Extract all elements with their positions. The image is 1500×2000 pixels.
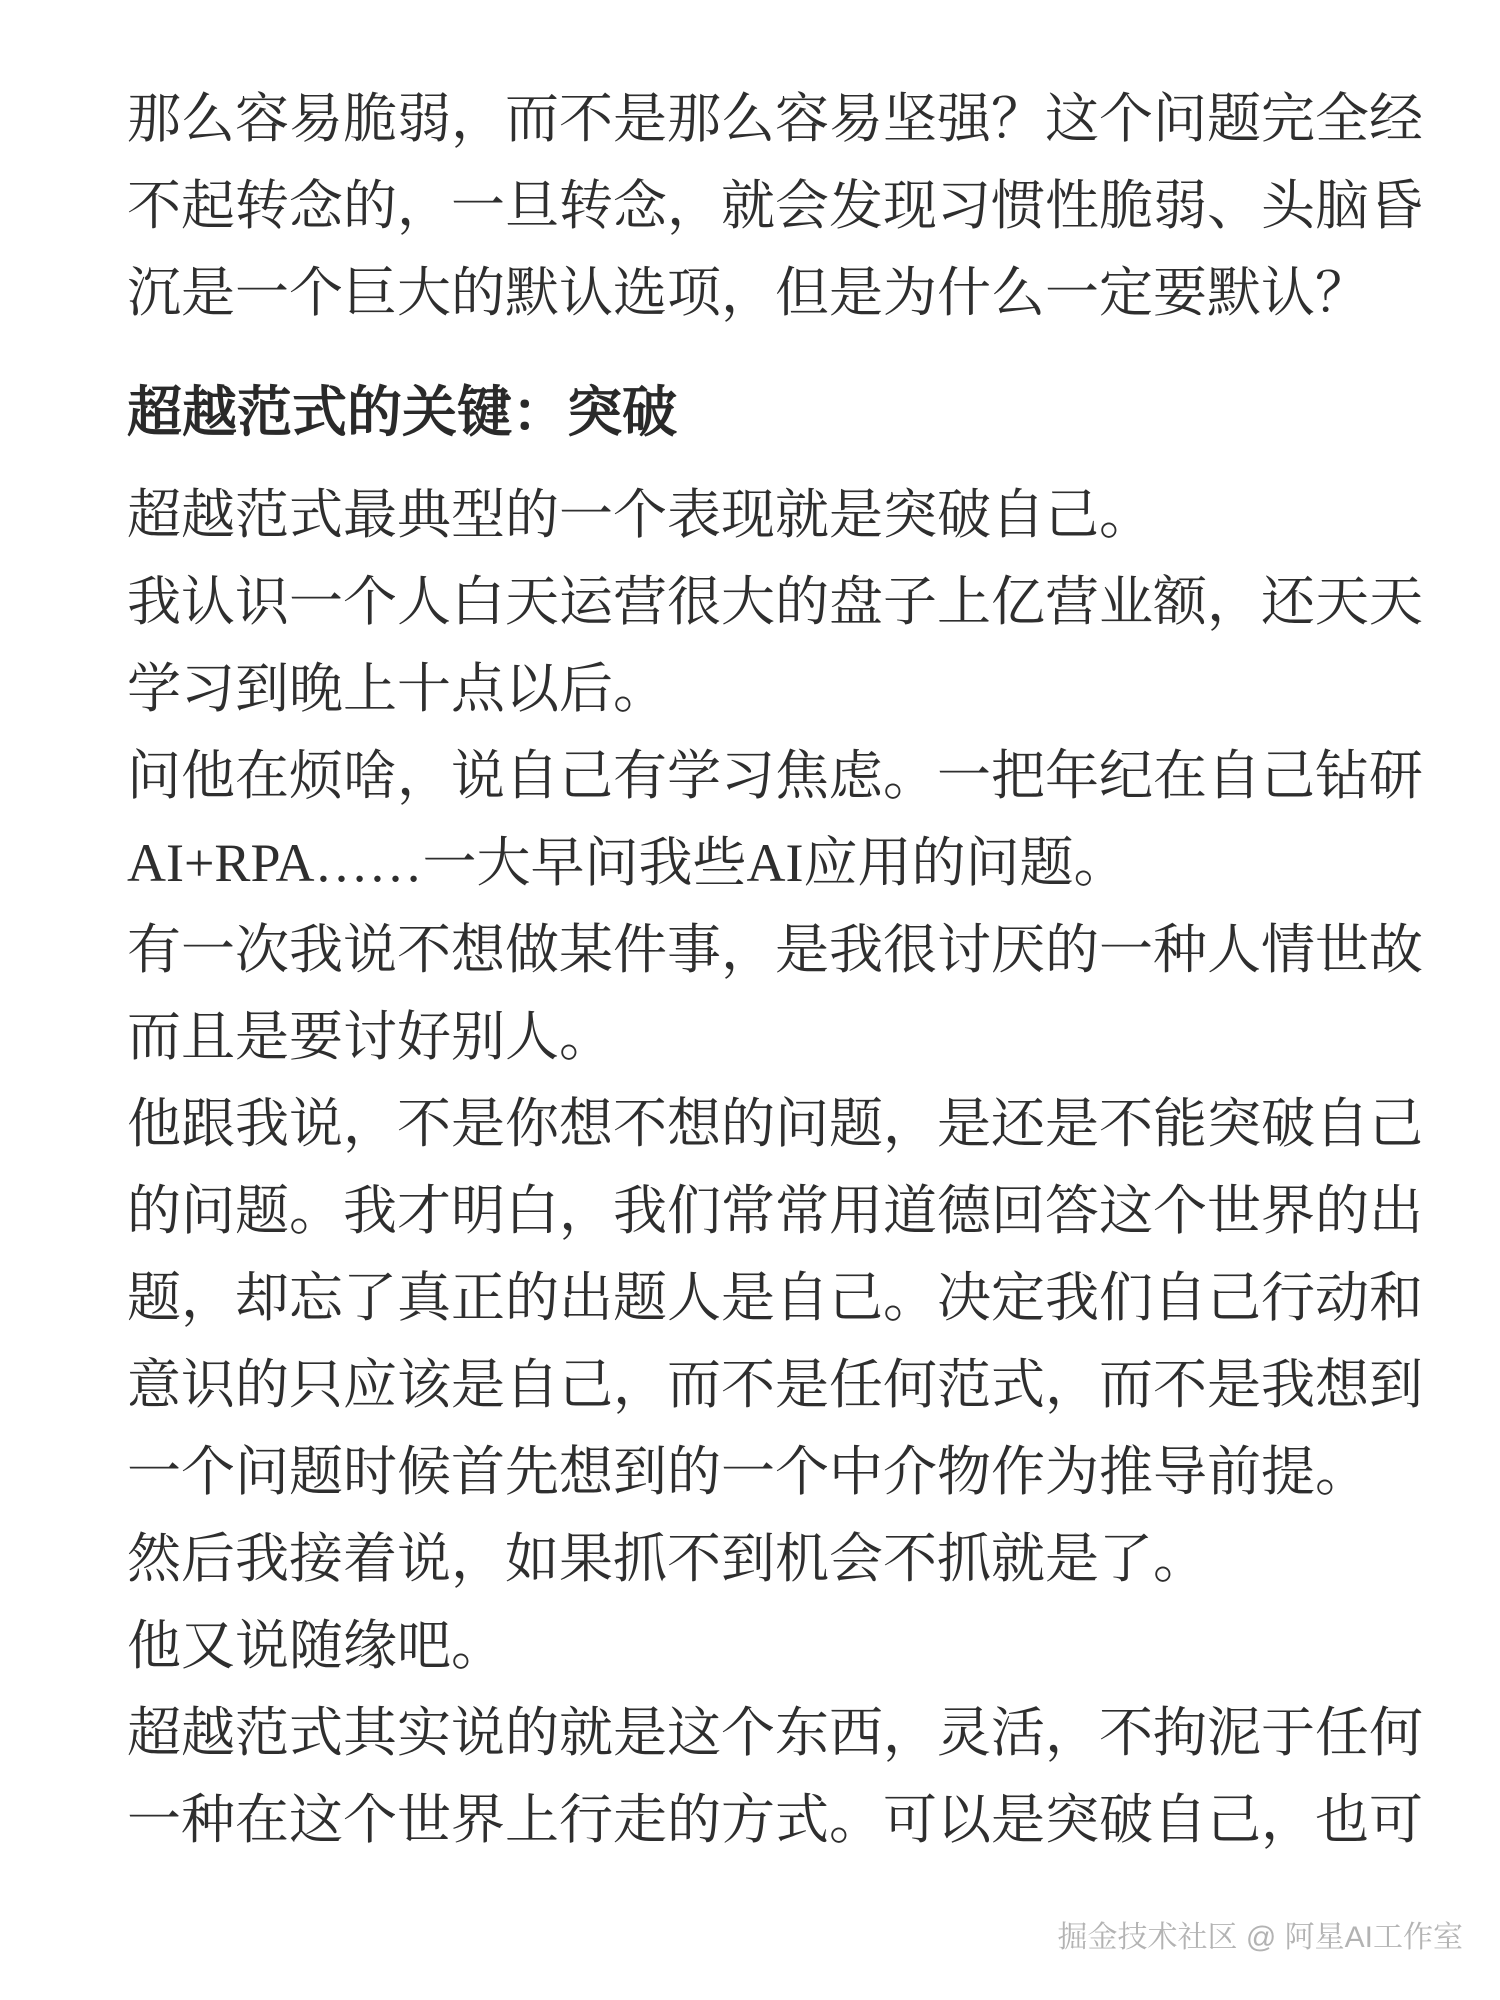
paragraph-4: 有一次我说不想做某件事，是我很讨厌的一种人情世故而且是要讨好别人。 [127,920,1423,1067]
section-heading: 超越范式的关键：突破 [127,382,678,443]
paragraph-7: 他又说随缘吧。 [127,1616,505,1676]
watermark: 掘金技术社区 @ 阿星AI工作室 [1057,1921,1463,1954]
paragraph-3: 问他在烦啥，说自己有学习焦虑。一把年纪在自己钻研AI+RPA……一大早问我些AI应用的问题。 [127,746,1423,893]
lead-paragraph: 那么容易脆弱，而不是那么容易坚强？这个问题完全经不起转念的，一旦转念，就会发现习惯性脆弱、头脑昏沉是一个巨大的默认选项，但是为什么一定要默认？ [127,89,1423,323]
article-body [127,0,1427,1864]
paragraph-6: 然后我接着说，如果抓不到机会不抓就是了。 [127,1529,1207,1589]
paragraph-2: 我认识一个人白天运营很大的盘子上亿营业额，还天天学习到晚上十点以后。 [127,572,1423,719]
paragraph-5: 他跟我说，不是你想不想的问题，是还是不能突破自己的问题。我才明白，我们常常用道德回答这个世界的出题，却忘了真正的出题人是自己。决定我们自己行动和意识的只应该是自己，而不是任何范式，而不是我想到一个问题时候首先想到的一个中介物作为推导前提。 [127,1094,1423,1502]
paragraph-8: 超越范式其实说的就是这个东西，灵活，不拘泥于任何一种在这个世界上行走的方式。可以是突破自己，也可 [127,1703,1423,1850]
paragraph-1: 超越范式最典型的一个表现就是突破自己。 [127,485,1153,545]
